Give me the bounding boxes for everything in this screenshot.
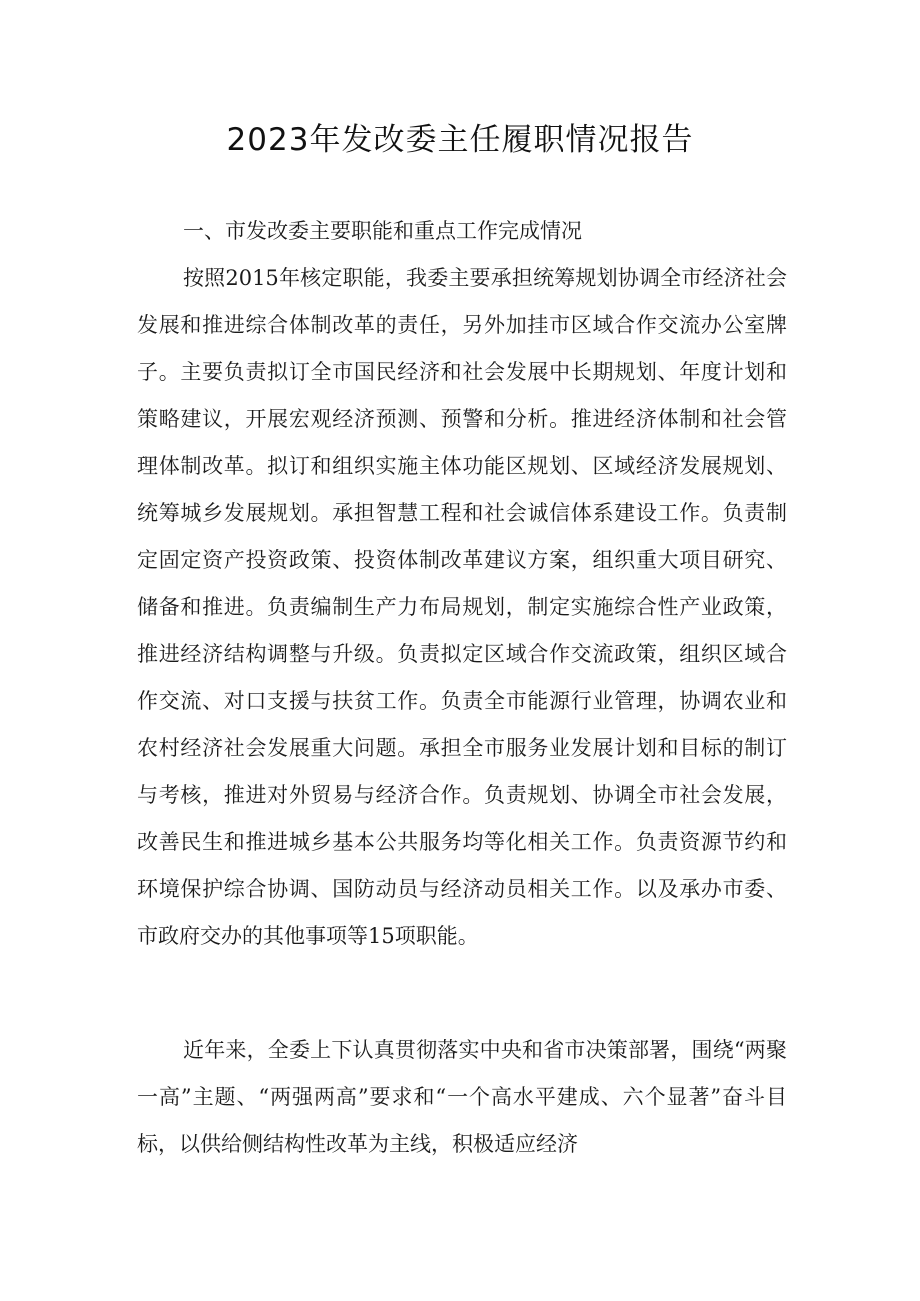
document-title: 2023年发改委主任履职情况报告	[226, 122, 694, 158]
paragraph-recent-years: 近年来，全委上下认真贯彻落实中央和省市决策部署，围绕“两聚一高”主题、“两强两高”要求和“一个高水平建成、六个显著”奋斗目标，以供给侧结构性改革为主线，积极适应经济	[137, 1038, 787, 1156]
paragraph-functions: 按照2015年核定职能，我委主要承担统筹规划协调全市经济社会发展和推进综合体制改革的责任，另外加挂市区域合作交流办公室牌子。主要负责拟订全市国民经济和社会发展中长期规划、年度计划和策略建议，开展宏观经济预测、预警和分析。推进经济体制和社会管理体制改革。拟订和组织实施主体功能区规划、区域经济发展规划、统筹城乡发展规划。承担智慧工程和社会诚信体系建设工作。负责制定固定资产投资政策、投资体制改革建议方案，组织重大项目研究、储备和推进。负责编制生产力布局规划，制定实施综合性产业政策，推进经济结构调整与升级。负责拟定区域合作交流政策，组织区域合作交流、对口支援与扶贫工作。负责全市能源行业管理，协调农业和农村经济社会发展重大问题。承担全市服务业发展计划和目标的制订与考核，推进对外贸易与经济合作。负责规划、协调全市社会发展，改善民生和推进城乡基本公共服务均等化相关工作。负责资源节约和环境保护综合协调、国防动员与经济动员相关工作。以及承办市委、市政府交办的其他事项等15项职能。	[137, 266, 787, 948]
section-heading: 一、市发改委主要职能和重点工作完成情况	[183, 219, 582, 243]
